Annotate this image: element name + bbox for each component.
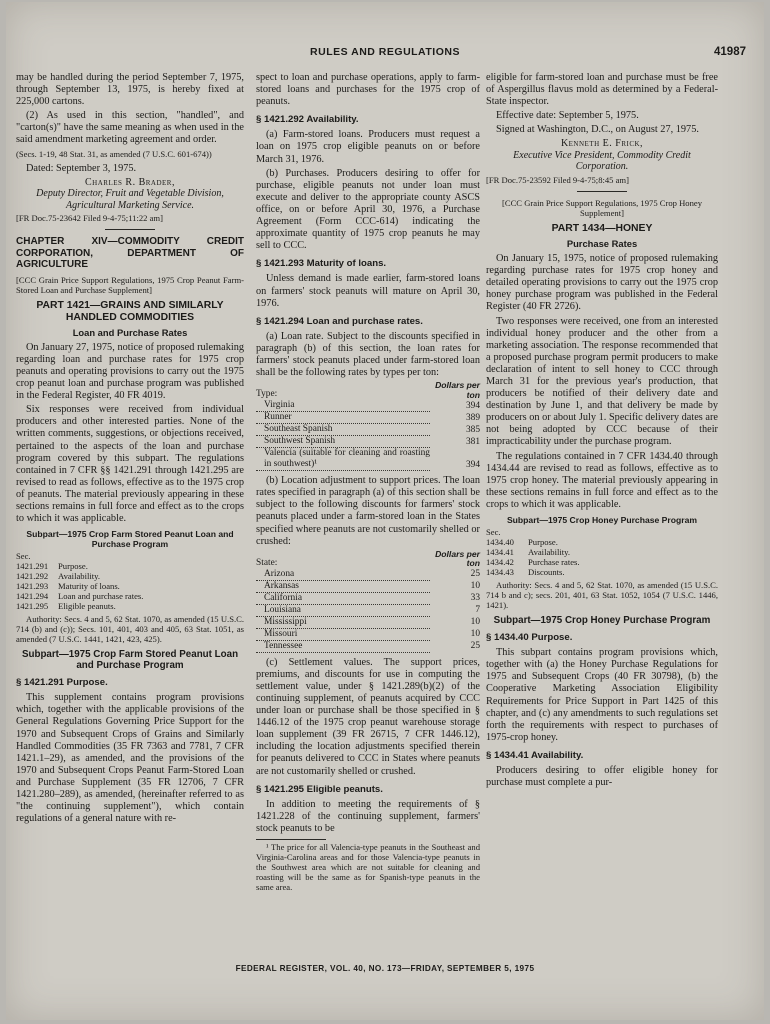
paragraph: (b) Location adjustment to support prices. The loan rates specified in paragraph (a) of this section shall be subject to the following discounts for farmers' stock peanuts placed under a farm-stored loan in the States specified where peanuts are not customarily shelled or crushed: (256, 475, 480, 547)
table-row: Southeast Spanish 385 (256, 424, 480, 436)
signature-block (16, 177, 244, 212)
signer-name: Charles R. Brader, (85, 176, 175, 188)
table-of-contents (486, 537, 718, 577)
divider (577, 191, 627, 192)
paragraph: may be handled during the period September 7, 1975, through September 13, 1975, is hereby fixed at 225,000 cartons. (16, 72, 244, 108)
paragraph: Producers desiring to offer eligible honey for purchase must complete a pur- (486, 764, 718, 789)
toc-row: 1434.41 Availability. (486, 547, 571, 558)
toc-row: 1421.292 Availability. (16, 571, 101, 582)
section-heading: § 1421.291 Purpose. (16, 677, 108, 689)
citation: (Secs. 1-19, 48 Stat. 31, as amended (7 U.S.C. 601-674)) (16, 148, 212, 159)
ccc-note: [CCC Grain Price Support Regulations, 1975 Crop Honey Supplement] (501, 197, 703, 218)
paragraph: (a) Farm-stored loans. Producers must request a loan on 1975 crop eligible peanuts on or before March 31, 1976. (256, 129, 480, 165)
running-head (6, 46, 764, 62)
paragraph: Six responses were received from individual producers and other interested parties. None of the written comments, suggestions, or objections received, pertained to the aspects of the loan and purchase program covered by this subpart. The regulations contained in 7 CFR §§ 1421.291 through 1421.295 are revised to read as follows, effective as to the 1975 crop of peanuts. The material previously appearing in these sections remains in full force and effect as to the crops to which it was applicable. (16, 404, 244, 525)
column-1 (16, 72, 244, 827)
toc-sec-label: Sec. (16, 551, 31, 562)
authority-note: Authority: Secs. 4 and 5, 62 Stat. 1070, as amended (15 U.S.C. 714 b and c); secs. 201, 401, 63 Stat. 1052, 1054 (7 U.S.C. 1446, 1421). (486, 580, 718, 611)
paragraph: (2) As used in this section, "handled", and "carton(s)" have the same meaning as when used in the said amendment marketing agreement and order. (16, 110, 244, 146)
table-row: Valencia (suitable for cleaning and roasting in southwest)¹ 394 (256, 448, 480, 471)
document-page (6, 2, 764, 1020)
subheading: Loan and Purchase Rates (72, 326, 188, 338)
section-heading: § 1421.293 Maturity of loans. (256, 258, 387, 270)
paragraph: The regulations contained in 7 CFR 1434.40 through 1434.44 are revised to read as follows, effective as to 1975 crop honey. The material previously appearing in these sections remains in full force and effect as to the crops to which it was applicable. (486, 450, 718, 510)
location-adjustment-table (256, 550, 480, 653)
page-number: 41987 (714, 46, 746, 58)
paragraph: (b) Purchases. Producers desiring to offer for purchase, eligible peanuts not under loan must execute and deliver to the appropriate county ASCS office, on or before April 30, 1976, a Purchase Agreement (Form CCC-614) indicating the approximate quantity of 1975 crop peanuts he may sell to CCC. (256, 167, 480, 252)
column-3 (486, 72, 718, 791)
toc-sec-label: Sec. (486, 527, 501, 538)
table-col-label: Type: (256, 389, 278, 400)
table-row: Missouri 10 (256, 628, 480, 640)
signed-line: Signed at Washington, D.C., on August 27, 1975. (496, 124, 699, 136)
section-heading: § 1434.40 Purpose. (486, 632, 573, 644)
toc-row: 1421.291 Purpose. (16, 561, 88, 572)
table-row: Mississippi 10 (256, 616, 480, 628)
section-heading: § 1434.41 Availability. (486, 749, 584, 761)
toc-row: 1434.43 Discounts. (486, 567, 565, 578)
toc-row: 1434.40 Purpose. (486, 537, 558, 548)
table-unit-head: Dollars per ton (435, 548, 480, 569)
column-2 (256, 72, 480, 894)
paragraph: eligible for farm-stored loan and purchase must be free of Aspergillus flavus mold as determined by a Federal-State inspector. (486, 72, 718, 108)
table-row: Louisiana 7 (256, 604, 480, 616)
section-heading: § 1421.292 Availability. (256, 114, 359, 126)
loan-rate-table (256, 381, 480, 471)
signature-block (486, 138, 718, 173)
table-row: Runner 389 (256, 412, 480, 424)
paragraph: This subpart contains program provisions which, together with (a) the Honey Purchase Regulations for 1975 and Subsequent Crops (40 FR 30798), (b) the Cooperative Marketing Association Eligibility Requirements for Price Support in Part 1425 of this chapter, and (c) any amendments to such regulations set forth the requirements with respect to purchases of 1975-crop honey. (486, 647, 718, 743)
table-row: Arkansas 10 (256, 580, 480, 592)
page-footer: FEDERAL REGISTER, VOL. 40, NO. 173—FRIDAY, SEPTEMBER 5, 1975 (235, 964, 535, 973)
subheading: Purchase Rates (566, 237, 638, 249)
fr-doc-line: [FR Doc.75-23642 Filed 9-4-75;11:22 am] (16, 213, 163, 224)
paragraph: On January 15, 1975, notice of proposed rulemaking regarding purchase rates for 1975 crop honey and detailed operating provisions to carry out the 1975 crop honey purchase program was published in the Federal Register (40 FR 2726). (486, 253, 718, 313)
running-title: RULES AND REGULATIONS (310, 46, 460, 58)
paragraph: In addition to meeting the requirements of § 1421.228 of the continuing supplement, farmers' stock peanuts to be (256, 798, 480, 834)
subpart-toc-heading: Subpart—1975 Crop Farm Stored Peanut Loan and Purchase Program (26, 529, 234, 550)
fr-doc-line: [FR Doc.75-23592 Filed 9-4-75;8:45 am] (486, 174, 629, 185)
subpart-toc-heading: Subpart—1975 Crop Honey Purchase Program (506, 515, 698, 526)
signer-title: Deputy Director, Fruit and Vegetable Division, Agricultural Marketing Service. (36, 188, 224, 211)
subpart-heading: Subpart—1975 Crop Honey Purchase Program (493, 615, 711, 627)
dated-line: Dated: September 3, 1975. (26, 162, 137, 174)
paragraph: Unless demand is made earlier, farm-stored loans on farmers' stock peanuts will mature on April 30, 1976. (256, 273, 480, 309)
signer-title: Executive Vice President, Commodity Credit Corporation. (513, 149, 691, 173)
section-heading: § 1421.294 Loan and purchase rates. (256, 315, 423, 327)
toc-row: 1421.295 Eligible peanuts. (16, 601, 116, 612)
table-row: Tennessee 25 (256, 640, 480, 652)
part-heading: PART 1434—HONEY (551, 222, 653, 234)
toc-row: 1421.293 Maturity of loans. (16, 581, 120, 592)
table-unit-head: Dollars per ton (435, 380, 480, 400)
part-heading: PART 1421—GRAINS AND SIMILARLY HANDLED COMMODITIES (36, 299, 224, 323)
section-heading: § 1421.295 Eligible peanuts. (256, 783, 383, 795)
paragraph: spect to loan and purchase operations, apply to farm-stored loans and purchases for the 1975 crop of peanuts. (256, 72, 480, 108)
toc-row: 1434.42 Purchase rates. (486, 557, 580, 568)
table-row: Arizona 25 (256, 569, 480, 581)
table-col-label: State: (256, 557, 278, 568)
paragraph: Two responses were received, one from an interested individual honey producer and the other from a marketing association. The response recommended that a proposed purchase program permit producers to make declaration of intent to sell honey to CCC through March 31 for the previous year's production, that producers be notified of their delivery date and destination by June 1, and that delivery be made by producers on or about July 1. Specific delivery dates are not being adopted by CCC because of their impracticability under the purchase program. (486, 315, 718, 448)
toc-row: 1421.294 Loan and purchase rates. (16, 591, 144, 602)
divider (105, 229, 155, 230)
authority-note: Authority: Secs. 4 and 5, 62 Stat. 1070, as amended (15 U.S.C. 714 (b) and (c)); Secs. 101, 401, 403 and 405, 63 Stat. 1051, as amended (7 U.S.C. 1441, 1421, 423, 425). (16, 614, 244, 645)
ccc-note: [CCC Grain Price Support Regulations, 1975 Crop Peanut Farm-Stored Loan and Purchase Supplement] (16, 274, 244, 295)
table-row: Virginia 394 (256, 400, 480, 412)
signer-name: Kenneth E. Frick, (560, 138, 644, 150)
paragraph: On January 27, 1975, notice of proposed rulemaking regarding loan and purchase rates for 1975 crop peanuts and operating provisions to carry out the 1975 crop peanut loan and purchase program was published in the Federal Register, 40 FR 4019. (16, 341, 244, 402)
chapter-heading: CHAPTER XIV—COMMODITY CREDIT CORPORATION, DEPARTMENT OF AGRICULTURE (16, 236, 244, 271)
table-row: Southwest Spanish 381 (256, 436, 480, 448)
footnote: ¹ The price for all Valencia-type peanuts in the Southeast and Virginia-Carolina areas and for those Valencia-type peanuts in the Southwest area which are not suitable for cleaning and roasting will be the same as for Spanish-type peanuts in the same area. (256, 842, 480, 893)
footnote-divider (256, 839, 326, 840)
paragraph: (a) Loan rate. Subject to the discounts specified in paragraph (b) of this section, the loan rates for farmers' stock peanuts placed under farm-stored loan shall be the following rates by types per ton: (256, 330, 480, 379)
table-row: California 33 (256, 592, 480, 604)
paragraph: This supplement contains program provisions which, together with the applicable provisions of the General Regulations Governing Price Support for the 1970 and Subsequent Crops of Grains and Similarly Handled Commodities (35 FR 7363 and 7781, 7 CFR 1421.1–29), as amended, and the provisions of the 1970 and Subsequent Crops Peanut Farm-Stored Loan and Purchase Supplement (35 FR 12706, 7 CFR 1421.280–289), as amended, (hereinafter referred to as "the continuing supplement"), which contain regulations of a general nature with re- (16, 692, 244, 825)
table-of-contents (16, 561, 244, 611)
paragraph: (c) Settlement values. The support prices, premiums, and discounts for use in computing the settlement value, under § 1421.289(b)(2) of the continuing supplement, of peanuts acquired by CCC under loan or purchase shall be those specified in § 1446.12 of the 1975 crop peanut warehouse storage loan supplement (39 FR 26715, 7 CFR 1446.12), including the location adjustments specified therein for peanuts delivered to CCC in States where peanuts are not customarily shelled or crushed. (256, 656, 480, 777)
subpart-heading: Subpart—1975 Crop Farm Stored Peanut Loan and Purchase Program (21, 649, 239, 672)
effective-date: Effective date: September 5, 1975. (496, 110, 639, 122)
